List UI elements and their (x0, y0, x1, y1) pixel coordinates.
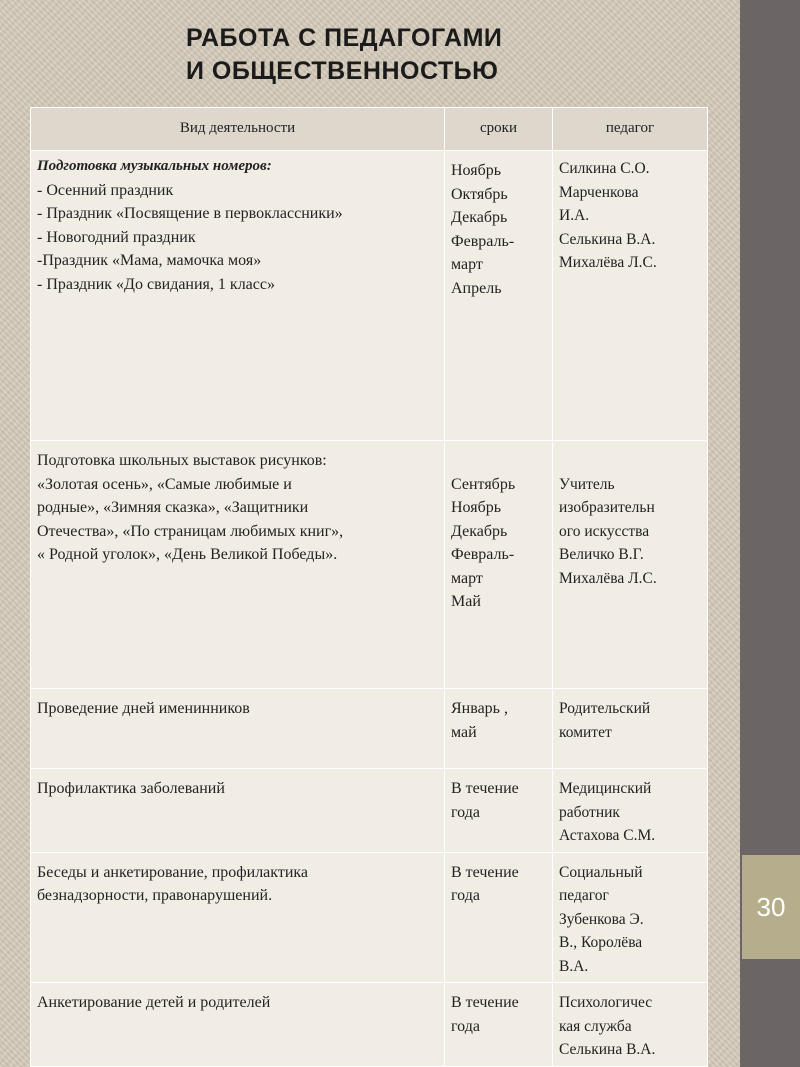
cell-line: Социальный (559, 863, 643, 881)
teacher-cell (553, 983, 708, 1067)
dates-cell (445, 852, 553, 983)
cell-line: март (451, 569, 483, 587)
cell-line: Медицинский (559, 780, 652, 797)
cell-line (559, 449, 701, 473)
cell-line: Ноябрь (451, 499, 502, 516)
cell-line: Беседы и анкетирование, профилактика (37, 863, 309, 881)
cell-line: Сентябрь (451, 475, 516, 493)
cell-line: « Родной уголок», «День Великой Победы». (37, 546, 338, 563)
cell-line (451, 449, 546, 473)
cell-line: В течение (451, 780, 519, 797)
cell-line: года (451, 1017, 480, 1035)
dates-cell (445, 151, 553, 441)
cell-line: работник (559, 803, 620, 821)
cell-line: Декабрь (451, 209, 508, 226)
teacher-cell (553, 441, 708, 689)
cell-line: В., Королёва (559, 934, 643, 951)
cell-line: ого искусства (559, 522, 650, 540)
cell-line: - Осенний праздник (37, 181, 174, 199)
cell-line: Проведение дней именинников (37, 700, 250, 717)
page-title (186, 22, 606, 88)
cell-line: В.А. (559, 957, 589, 975)
cell-line: Подготовка музыкальных номеров: (37, 158, 272, 174)
table-row (31, 983, 708, 1067)
cell-line: Зубенкова Э. (559, 910, 644, 928)
cell-line: Май (451, 593, 481, 610)
header-activity: Вид деятельности (31, 108, 445, 151)
table-row (31, 441, 708, 689)
dates-cell (445, 441, 553, 689)
cell-line: Февраль- (451, 546, 515, 563)
cell-line: Профилактика заболеваний (37, 780, 225, 797)
cell-line: Анкетирование детей и родителей (37, 994, 271, 1011)
activity-table (30, 107, 708, 1067)
cell-line: безнадзорности, правонарушений. (37, 887, 273, 904)
dates-cell (445, 983, 553, 1067)
cell-line: В течение (451, 994, 519, 1011)
cell-line: Декабрь (451, 522, 508, 540)
cell-line: В течение (451, 863, 519, 881)
cell-line: изобразительн (559, 499, 655, 516)
cell-line: кая служба (559, 1017, 632, 1035)
cell-line: года (451, 887, 480, 904)
teacher-cell (553, 689, 708, 769)
dates-cell (445, 689, 553, 769)
cell-line: Родительский (559, 700, 651, 717)
teacher-cell (553, 852, 708, 983)
cell-line: -Праздник «Мама, мамочка моя» (37, 252, 262, 269)
header-dates: сроки (445, 108, 553, 151)
cell-line: Силкина С.О. (559, 160, 650, 177)
activity-cell (31, 441, 445, 689)
table-row (31, 151, 708, 441)
cell-line: Отечества», «По страницам любимых книг», (37, 522, 344, 540)
activity-cell (31, 852, 445, 983)
cell-line: - Новогодний праздник (37, 228, 196, 246)
activity-cell (31, 983, 445, 1067)
page-number-badge: 30 (742, 855, 800, 959)
cell-line: Ноябрь (451, 162, 502, 179)
table-row (31, 769, 708, 853)
activity-cell (31, 151, 445, 441)
cell-line: Марченкова (559, 183, 639, 201)
cell-line: Михалёва Л.С. (559, 569, 657, 587)
header-teacher: педагог (553, 108, 708, 151)
cell-line: - Праздник «Посвящение в первоклассники» (37, 205, 343, 222)
cell-line: Подготовка школьных выставок рисунков: (37, 452, 327, 469)
cell-line: Астахова С.М. (559, 827, 656, 844)
teacher-cell (553, 151, 708, 441)
table-header-row (31, 108, 708, 151)
cell-line: педагог (559, 887, 609, 904)
cell-line: Величко В.Г. (559, 546, 644, 563)
cell-line: Психологичес (559, 994, 653, 1011)
teacher-cell (553, 769, 708, 853)
activity-cell (31, 769, 445, 853)
cell-line: Селькина В.А. (559, 230, 656, 248)
cell-line: Январь , (451, 700, 508, 717)
title-line-2: И ОБЩЕСТВЕННОСТЬЮ (186, 57, 499, 85)
cell-line: - Праздник «До свидания, 1 класс» (37, 275, 275, 293)
activity-cell (31, 689, 445, 769)
cell-line: Апрель (451, 279, 502, 297)
cell-line: года (451, 803, 480, 821)
cell-line: «Золотая осень», «Самые любимые и (37, 475, 292, 493)
title-line-1: РАБОТА С ПЕДАГОГАМИ (186, 24, 503, 52)
table-row (31, 852, 708, 983)
cell-line: Михалёва Л.С. (559, 254, 657, 271)
cell-line: март (451, 256, 483, 273)
cell-line: комитет (559, 723, 612, 741)
cell-line: И.А. (559, 207, 590, 224)
cell-line: май (451, 723, 477, 741)
cell-line: родные», «Зимняя сказка», «Защитники (37, 499, 309, 516)
dates-cell (445, 769, 553, 853)
cell-line: Февраль- (451, 232, 515, 250)
cell-line: Учитель (559, 475, 615, 493)
table-row (31, 689, 708, 769)
cell-line: Октябрь (451, 185, 508, 203)
cell-line: Селькина В.А. (559, 1041, 656, 1058)
